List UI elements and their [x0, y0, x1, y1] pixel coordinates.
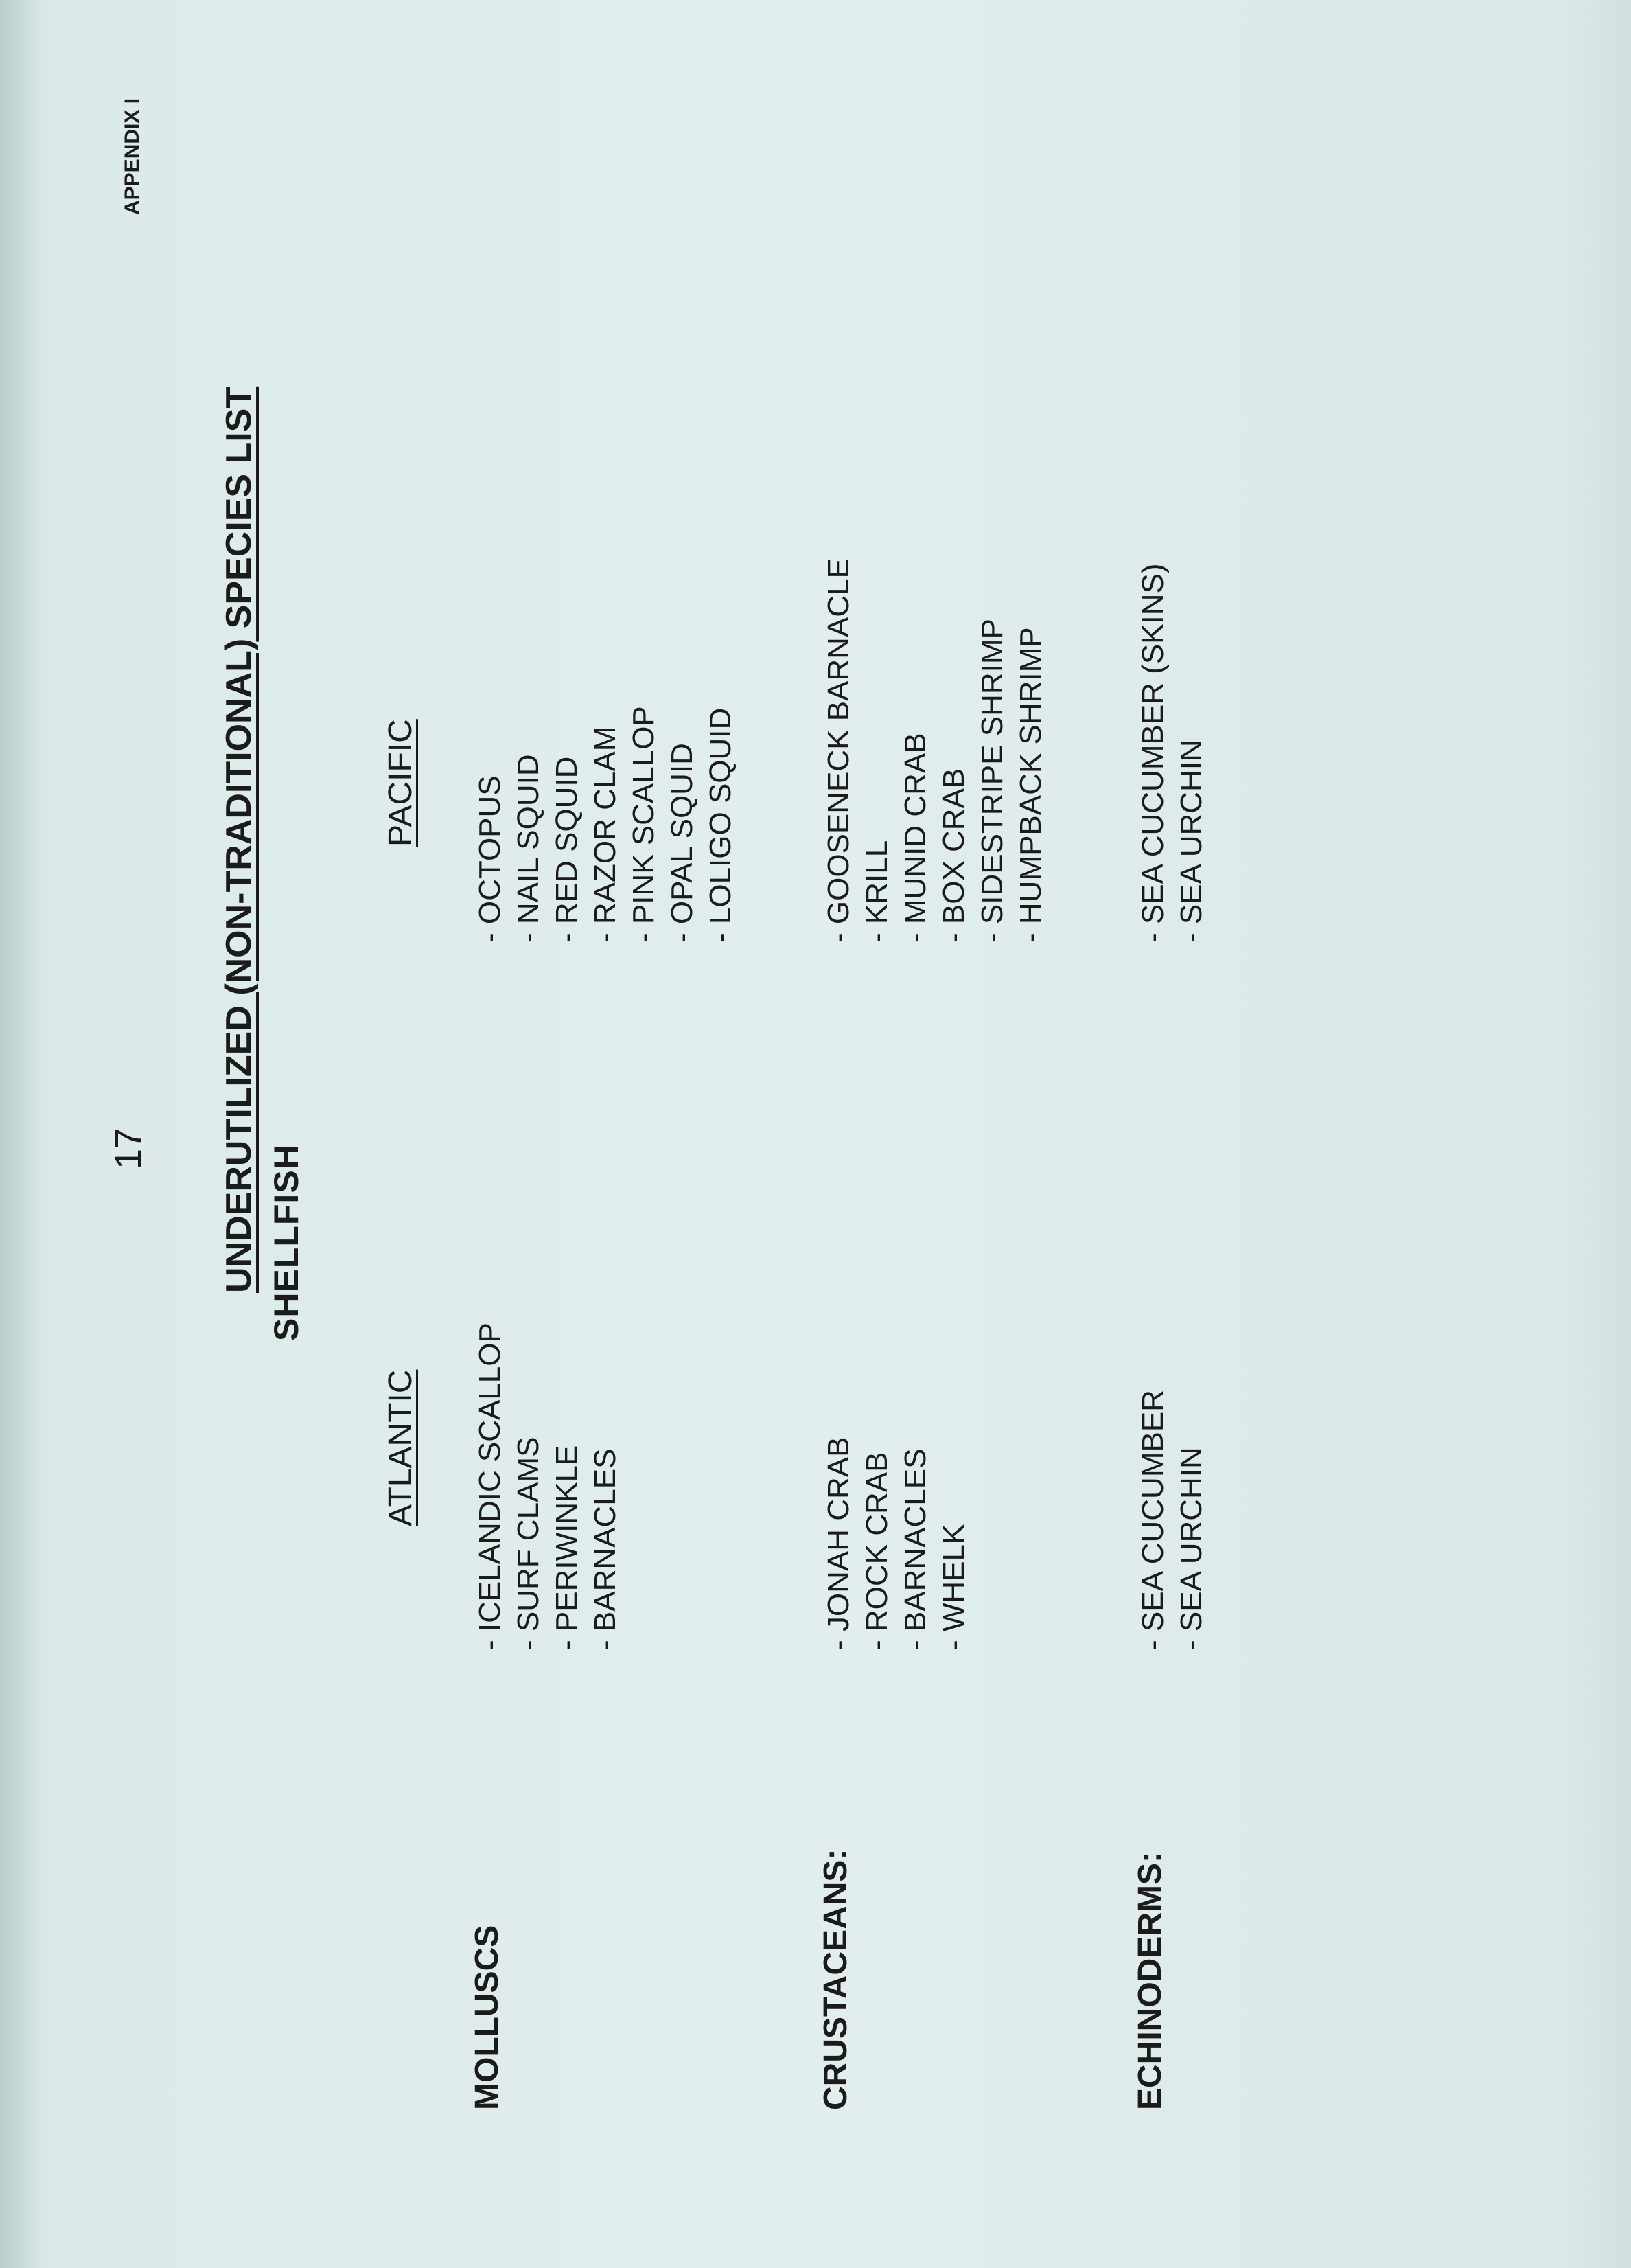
- molluscs-atlantic-list: [471, 1322, 625, 1650]
- crustaceans-atlantic-list: [820, 1437, 973, 1650]
- molluscs-pacific-list: [471, 706, 740, 943]
- group-label-molluscs: MOLLUSCS: [469, 1925, 505, 2110]
- list-item: - OCTOPUS: [473, 775, 507, 943]
- page-title: UNDERUTILIZED (NON-TRADITIONAL) SPECIES LIST: [219, 386, 259, 1293]
- list-item: - HUMPBACK SHRIMP: [1014, 627, 1048, 943]
- list-item: - SIDESTRIPE SHRIMP: [975, 619, 1009, 943]
- list-item: - SEA CUCUMBER: [1136, 1390, 1170, 1650]
- list-item: - PINK SCALLOP: [627, 706, 660, 943]
- list-item: - ROCK CRAB: [860, 1452, 894, 1650]
- list-item: - NAIL SQUID: [511, 754, 545, 943]
- list-item: - RED SQUID: [550, 756, 583, 943]
- list-item: - KRILL: [860, 840, 894, 943]
- list-item: - SEA URCHIN: [1175, 1447, 1208, 1650]
- echinoderms-pacific-list: [1134, 563, 1211, 943]
- list-item: - BARNACLES: [588, 1448, 622, 1650]
- list-item: - BOX CRAB: [937, 768, 971, 943]
- page-subtitle: SHELLFISH: [267, 1144, 305, 1341]
- list-item: - OPAL SQUID: [665, 743, 699, 943]
- list-item: - BARNACLES: [899, 1448, 932, 1650]
- page-number: 17: [108, 1127, 149, 1169]
- list-item: - RAZOR CLAM: [588, 726, 622, 943]
- list-item: - LOLIGO SQUID: [704, 707, 737, 943]
- group-label-echinoderms: ECHINODERMS:: [1132, 1851, 1168, 2110]
- list-item: - SURF CLAMS: [511, 1436, 545, 1650]
- echinoderms-atlantic-list: [1134, 1390, 1211, 1650]
- list-item: - MUNID CRAB: [899, 733, 932, 943]
- appendix-label: APPENDIX I: [121, 98, 143, 215]
- list-item: - PERIWINKLE: [550, 1445, 583, 1650]
- list-item: - GOOSENECK BARNACLE: [822, 558, 855, 943]
- list-item: - WHELK: [937, 1524, 971, 1650]
- pacific-column-heading: PACIFIC: [382, 719, 419, 847]
- list-item: - SEA CUCUMBER (SKINS): [1136, 563, 1170, 943]
- group-label-crustaceans: CRUSTACEANS:: [818, 1848, 854, 2110]
- atlantic-column-heading: ATLANTIC: [382, 1369, 419, 1526]
- list-item: - ICELANDIC SCALLOP: [473, 1322, 507, 1650]
- crustaceans-pacific-list: [820, 558, 1050, 943]
- list-item: - SEA URCHIN: [1175, 740, 1208, 943]
- list-item: - JONAH CRAB: [822, 1436, 855, 1650]
